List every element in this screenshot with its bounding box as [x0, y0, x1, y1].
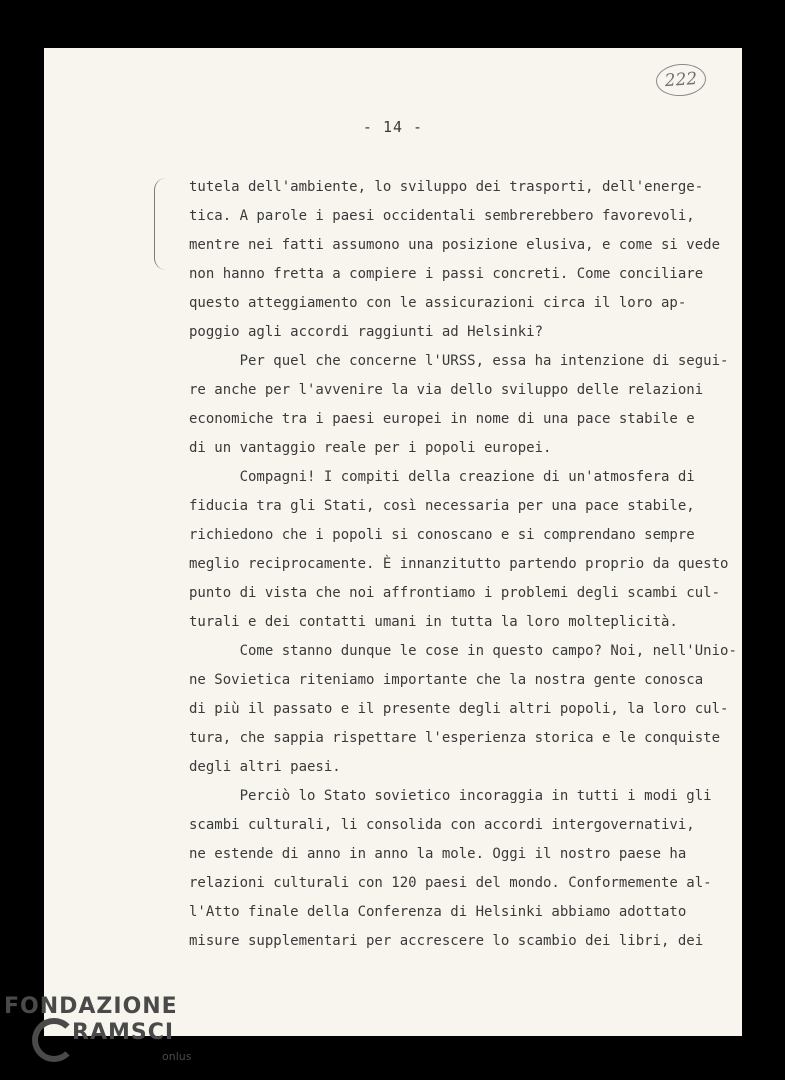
- text-line: Perciò lo Stato sovietico incoraggia in tutti i modi gli: [189, 788, 712, 804]
- fondazione-gramsci-logo: [4, 990, 194, 1070]
- archive-number-stamp: 222: [655, 62, 707, 97]
- text-line: di più il passato e il presente degli altri popoli, la loro cul-: [189, 701, 729, 717]
- text-line: ne estende di anno in anno la mole. Oggi il nostro paese ha: [189, 846, 687, 862]
- text-line: Per quel che concerne l'URSS, essa ha intenzione di segui-: [189, 353, 729, 369]
- text-line: relazioni culturali con 120 paesi del mondo. Conformemente al-: [189, 875, 712, 891]
- page-number: - 14 -: [362, 118, 424, 136]
- text-line: economiche tra i paesi europei in nome di una pace stabile e: [189, 411, 695, 427]
- text-line: turali e dei contatti umani in tutta la loro molteplicità.: [189, 614, 678, 630]
- text-line: non hanno fretta a compiere i passi concreti. Come conciliare: [189, 266, 704, 282]
- text-line: scambi culturali, li consolida con accordi intergovernativi,: [189, 817, 695, 833]
- text-line: degli altri paesi.: [189, 759, 341, 775]
- document-page: [44, 48, 742, 1036]
- text-line: richiedono che i popoli si conoscano e si comprendano sempre: [189, 527, 695, 543]
- text-line: tica. A parole i paesi occidentali sembrerebbero favorevoli,: [189, 208, 695, 224]
- text-line: punto di vista che noi affrontiamo i problemi degli scambi cul-: [189, 585, 721, 601]
- text-line: tura, che sappia rispettare l'esperienza storica e le conquiste: [189, 730, 721, 746]
- text-line: ne Sovietica riteniamo importante che la nostra gente conosca: [189, 672, 704, 688]
- text-line: mentre nei fatti assumono una posizione elusiva, e come si vede: [189, 237, 721, 253]
- text-line: re anche per l'avvenire la via dello sviluppo delle relazioni: [189, 382, 704, 398]
- text-line: meglio reciprocamente. È innanzitutto partendo proprio da questo: [189, 556, 729, 572]
- text-line: Come stanno dunque le cose in questo campo? Noi, nell'Unio-: [189, 643, 737, 659]
- text-line: questo atteggiamento con le assicurazioni circa il loro ap-: [189, 295, 687, 311]
- text-line: l'Atto finale della Conferenza di Helsinki abbiamo adottato: [189, 904, 687, 920]
- text-line: fiducia tra gli Stati, così necessaria per una pace stabile,: [189, 498, 695, 514]
- body-text: [189, 173, 749, 956]
- text-line: tutela dell'ambiente, lo sviluppo dei trasporti, dell'energe-: [189, 179, 704, 195]
- logo-line-1: FONDAZIONE: [4, 994, 178, 1019]
- text-line: di un vantaggio reale per i popoli europei.: [189, 440, 552, 456]
- margin-bracket-mark: [154, 178, 169, 270]
- text-line: Compagni! I compiti della creazione di un'atmosfera di: [189, 469, 695, 485]
- logo-subtitle: onlus: [162, 1050, 192, 1063]
- logo-g-icon: [32, 1018, 76, 1062]
- text-line: poggio agli accordi raggiunti ad Helsinki?: [189, 324, 544, 340]
- logo-line-2: RAMSCI: [72, 1020, 175, 1045]
- text-line: misure supplementari per accrescere lo scambio dei libri, dei: [189, 933, 704, 949]
